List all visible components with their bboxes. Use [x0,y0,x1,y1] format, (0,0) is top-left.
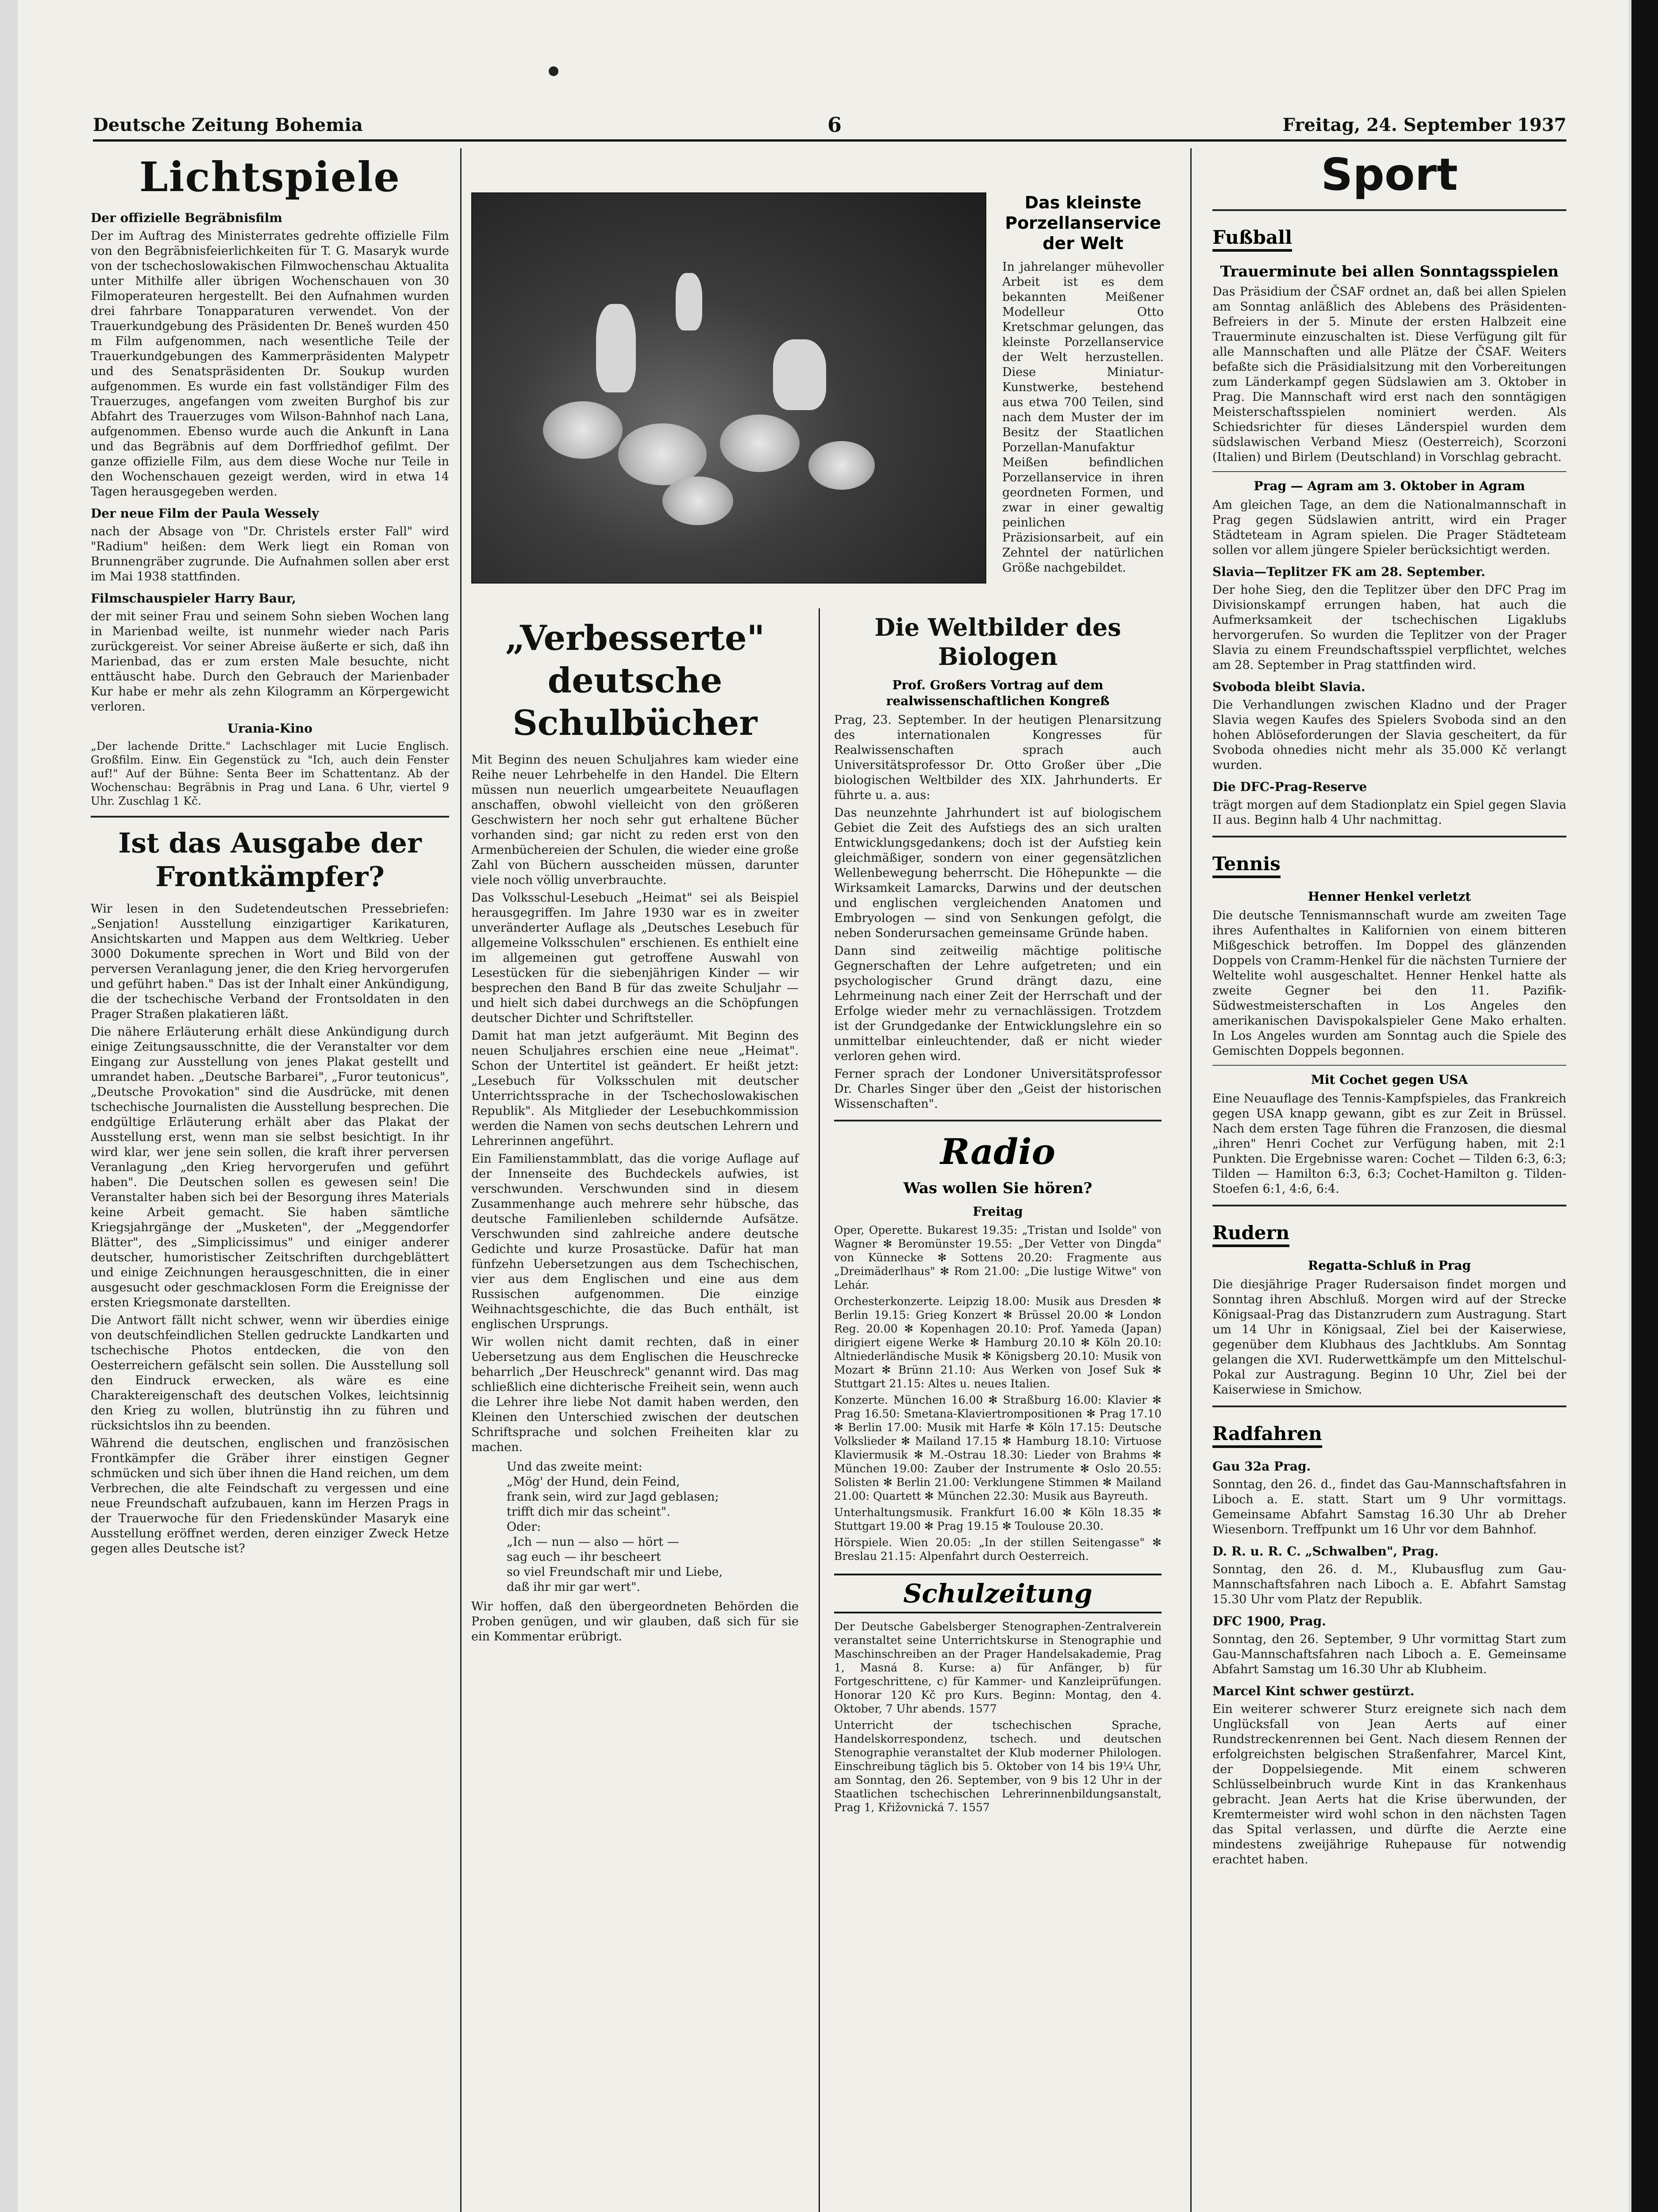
article-urania-kino [91,721,449,808]
porcelain-photo [471,192,986,584]
divider [1212,471,1566,472]
quoted-poem [471,1459,799,1595]
column-left [91,148,449,2212]
column-rule [460,148,462,2212]
radio-item: Oper, Operette. Bukarest 19.35: „Tristan und Isolde" von Wagner ✻ Beromünster 19.55: „Der Vetter von Dingda" von Künnecke ✻ Sottens 20.20: Fragmente aus „Dreimäderlhaus" ✻ Rom 21.00: „Die lustige Witwe" von Lehár. [834,1224,1162,1291]
sport-radfahren [1212,1415,1566,1867]
sport-heading: Mit Cochet gegen USA [1311,1072,1468,1087]
photo-vase [676,273,702,330]
column-middle [471,148,1164,2212]
column-rule [1190,148,1192,2212]
sport-body: Sonntag, den 26. d. M., Klubausflug zum Gau-Mannschaftsfahren nach Liboch a. E. Abfahrt Samstag 15.30 Uhr vom Platz der Republik. [1212,1563,1566,1606]
poem-line: Oder: [507,1520,541,1534]
divider [1212,836,1566,837]
sport-heading: Prag — Agram am 3. Oktober in Agram [1254,479,1525,493]
article-paragraph: Das neunzehnte Jahrhundert ist auf biologischem Gebiet die Zeit des Aufstiegs des an sich uralten Entwicklungsgedankens; doch ist der Aufstieg kein gleichmäßiger, sondern von einer gegensätzlichen Wellenbewegung beherrscht. Die Höhepunkte — die Wirksamkeit Lamarcks, Darwins und der deutschen und englischen vergleichenden Anatomen und Embryologen — sind von Senkungen gefolgt, die neben Sonderursachen gemeinsame Gründe haben. [834,806,1162,940]
divider [1212,209,1566,211]
article-paragraph: Wir hoffen, daß den übergeordneten Behörden die Proben genügen, und wir glauben, daß sich für sie ein Kommentar erübrigt. [471,1600,799,1644]
sport-section-label: Fußball [1212,226,1292,252]
caption-title: Das kleinste Porzellanservice der Welt [1005,193,1161,253]
feature-title: Ist das Ausgabe der Frontkämpfer? [118,827,422,893]
article-subtitle: Prof. Großers Vortrag auf dem realwissenschaftlichen Kongreß [886,678,1110,708]
photo-plate [662,476,733,525]
sport-heading: DFC 1900, Prag. [1212,1614,1326,1628]
photo-plate [618,423,707,485]
poem-line: trifft dich mir das scheint". [507,1505,670,1519]
sport-body: Der hohe Sieg, den die Teplitzer über den DFC Prag im Divisionskampf errungen haben, hat auch die Aufmerksamkeit der tschechischen Ligaklubs hervorgerufen. So wurden die Teplitzer von der Prager Slavia zu einem Freundschaftsspiel verpflichtet, welches am 28. September in Prag stattfinden wird. [1212,583,1566,672]
article-heading: Der neue Film der Paula Wessely [91,506,319,521]
article-body: der mit seiner Frau und seinem Sohn sieben Wochen lang in Marienbad weilte, ist nunmehr wieder nach Paris zurückgereist. Vor seiner Abreise äußerte er sich, daß ihn Marienbad, das er zum ersten Male besuchte, nicht enttäuscht habe. Durch den Gebrauch der Marienbader Kur habe er mehr als zehn Kilogramm an Körpergewicht verloren. [91,610,449,714]
article-paragraph: Damit hat man jetzt aufgeräumt. Mit Beginn des neuen Schuljahres erschien eine neue „Heimat". Schon der Untertitel ist geändert. Er heißt jetzt: „Lesebuch für Volksschulen mit deutscher Unterrichtssprache in der Tschechoslowakischen Republik". Als Mitglieder der Lesebuchkommission werden die Namen von sechs deutschen Lehrern und Lehrerinnen angeführt. [471,1029,799,1148]
scan-edge [1631,0,1658,2212]
sport-body: Die diesjährige Prager Rudersaison findet morgen und Sonntag ihren Abschluß. Morgen wird auf der Strecke Königsaal-Prag das Distanzrudern zum Austragung. Start um 14 Uhr in Königsaal, Ziel bei der Kaiserwiese, gegenüber dem Klubhaus des Jachtklubs. Am Sonntag gelangen die XVI. Ruderwettkämpfe um den Mittelschul-Pokal zur Austragung. Beginn 10 Uhr, Ziel bei der Kaiserwiese in Smichow. [1212,1278,1566,1397]
sport-heading: Henner Henkel verletzt [1308,889,1471,904]
divider [91,816,449,818]
caption-body: In jahrelanger mühevoller Arbeit ist es dem bekannten Meißener Modelleur Otto Kretschmar gelungen, das kleinste Porzellanservice der Welt herzustellen. Diese Miniatur-Kunstwerke, bestehend aus etwa 700 Teilen, sind nach dem Muster der im Besitz der Staatlichen Porzellan-Manufaktur Meißen befindlichen Porzellanservice in ihren geordneten Formen, und zwar in einer gewaltig peinlichen Präzisionsarbeit, auf ein Zehntel der natürlichen Größe nachgebildet. [1002,260,1164,575]
radio-item: Konzerte. München 16.00 ✻ Straßburg 16.00: Klavier ✻ Prag 16.50: Smetana-Klaviertrompositionen ✻ Prag 17.10 ✻ Berlin 17.00: Musik mit Harfe ✻ Köln 17.15: Deutsche Volkslieder ✻ Mailand 17.15 ✻ Hamburg 18.10: Virtuose Klaviermusik ✻ M.-Ostrau 18.30: Lieder von Brahms ✻ München 19.00: Zauber der Instrumente ✻ Oslo 20.55: Solisten ✻ Berlin 21.00: Verklungene Stimmen ✻ Mailand 21.00: Quartett ✻ München 22.30: Musik aus Bayreuth. [834,1394,1162,1502]
article-heading: Filmschauspieler Harry Baur, [91,591,296,606]
sport-tennis [1212,845,1566,1197]
sport-body: Sonntag, den 26. d., findet das Gau-Mannschaftsfahren in Liboch a. E. statt. Start um 9 Uhr vormittags. Gemeinsame Abfahrt Samstag 16.30 Uhr ab Dreher Wiesenborn. Treffpunkt um 16 Uhr vor dem Bahnhof. [1212,1478,1566,1536]
poem-line: „Ich — nun — also — hört — [507,1535,679,1549]
sport-heading: Slavia—Teplitzer FK am 28. September. [1212,565,1485,579]
radio-question: Was wollen Sie hören? [903,1179,1093,1197]
sport-body: Das Präsidium der ČSAF ordnet an, daß bei allen Spielen am Sonntag anläßlich des Ablebens des Präsidenten-Befreiers in der 5. Minute der ersten Halbzeit eine Trauerminute einzuschalten ist. Diese Verfügung gilt für alle Mannschaften und alle Plätze der ČSAF. Weiters befaßte sich die Präsidialsitzung mit den Vorbereitungen zum Länderkampf gegen Südslawien am 3. Oktober in Prag. Die Mannschaft wird erst nach den sonntägigen Meisterschaftsspielen nominiert werden. Als Schiedsrichter für dieses Länderspiel wurden dem südslawischen Verband Miesz (Oesterreich), Scorzoni (Italien) und Birlem (Deutschland) in Vorschlag gebracht. [1212,285,1566,464]
photo-caption [1002,192,1164,578]
photo-vase [773,339,826,410]
photo-plate [808,441,875,490]
sport-section-label: Tennis [1212,853,1281,878]
sport-heading: Svoboda bleibt Slavia. [1212,680,1366,694]
schulzeitung-title: Schulzeitung [834,1574,1162,1613]
poem-line: daß ihr mir gar wert". [507,1580,640,1594]
article-wessely [91,506,449,584]
poem-line: so viel Freundschaft mir und Liebe, [507,1565,723,1579]
sport-body: Die deutsche Tennismannschaft wurde am zweiten Tage ihres Aufenthaltes in Kalifornien von einem bitteren Mißgeschick betroffen. Im Doppel des glänzenden Doppels von Cramm-Henkel für die nächsten Turniere der Weltelite wohl ausgeschaltet. Henner Henkel hatte als zweite Gegner bei den 11. Pazifik-Südwestmeisterschaften in Los Angeles den amerikanischen Davispokalspieler Gene Mako erhalten. In Los Angeles wurden am Sonntag auch die Spiele des Gemischten Doppels begonnen. [1212,909,1566,1058]
feature-paragraph: Die Antwort fällt nicht schwer, wenn wir überdies einige von deutschfeindlichen Stellen gedruckte Landkarten und tschechische Photos entdecken, die von den Oesterreichern gefälscht sein sollen. Die Ausstellung soll den Eindruck erwecken, als wäre es eine Charaktereigenschaft des deutschen Volkes, leichtsinnig den Krieg zu wollen, blutrünstig ihn zu führen und rücksichtslos ihn zu beenden. [91,1313,449,1432]
article-body: Der im Auftrag des Ministerrates gedrehte offizielle Film von den Begräbnisfeierlichkeiten für T. G. Masaryk wurde von der tschechoslowakischen Filmwochenschau Aktualita unter Mithilfe aller übrigen Wochenschauen von 30 Filmoperateuren hergestellt. Bei den Aufnahmen wurden drei fahrbare Tonapparaturen verwendet. Von der Trauerkundgebung des Präsidenten Dr. Beneš wurden 450 m Film aufgenommen, nach wesentliche Teile der Trauerkundgebungen des Kammerpräsidenten Malypetr und des Senatspräsidenten Dr. Soukup wurden aufgenommen. Es wurde ein fast vollständiger Film des Trauerzuges, angefangen vom zweiten Burghof bis zur Abfahrt des Trauerzuges vom Wilson-Bahnhof nach Lana, aufgenommen. Ebenso wurde auch die Ankunft in Lana und das Begräbnis auf dem Dorffriedhof gefilmt. Der ganze offizielle Film, aus dem diese Woche nur Teile in den Wochenschauen gezeigt werden, wird in etwa 14 Tagen herausgegeben werden. [91,229,449,499]
article-heading: Urania-Kino [227,721,313,736]
poem-line: frank sein, wird zur Jagd geblasen; [507,1490,719,1504]
sport-body: Die Verhandlungen zwischen Kladno und der Prager Slavia wegen Kaufes des Spielers Svoboda sind an den hohen Ablöseforderungen der Slavia gescheitert, da für Svoboda ohnedies nicht mehr als 35.000 Kč verlangt wurden. [1212,698,1566,772]
photo-plate [543,401,623,459]
article-begraebnisfilm [91,210,449,499]
column-rule [819,608,820,2212]
article-title: Die Weltbilder des Biologen [874,613,1121,671]
sport-fussball [1212,219,1566,828]
poem-line: Und das zweite meint: [507,1460,642,1474]
schulzeitung-item: Der Deutsche Gabelsberger Stenographen-Zentralverein veranstaltet seine Unterrichtskurse in Stenographie und Maschinschreiben an der Prager Handelsakademie, Prag 1, Masná 8. Kurse: a) für Anfänger, b) für Fortgeschrittene, c) für Kammer- und Kanzleiprüfungen. Honorar 120 Kč pro Kurs. Beginn: Montag, den 4. Oktober, 7 Uhr abends. 1577 [834,1620,1162,1715]
photo-plate [720,415,800,472]
divider [1212,1205,1566,1206]
divider [1212,1065,1566,1066]
sport-heading: Marcel Kint schwer gestürzt. [1212,1684,1415,1698]
feature-paragraph: Die nähere Erläuterung erhält diese Ankündigung durch einige Zeitungsausschnitte, die der Veranstalter vor dem Eingang zur Ausstellung von jenes Plakat gestellt und umrandet haben. „Deutsche Barbarei", „Furor teutonicus", „Deutsche Provokation" sind die Ausdrücke, mit denen tschechische Journalisten die Ausstellung besprechen. Die endgültige Erläuterung erhält aber das Plakat der Ausstellung erst, wenn man sie selbst besichtigt. In ihr wird klar, wer jene sein sollen, die kraft ihrer perversen Veranlagung „den Krieg hervorgerufen und geführt haben". Die Deutschen sollen es gewesen sein! Die Veranstalter haben sich bei der Besorgung ihres Materials keine Arbeit gemacht. Sie haben sämtliche Kriegsjahrgänge der „Musketen", der „Meggendorfer Blätter", des „Simplicissimus" und einiger anderer deutscher, humoristischer Zeitschriften durchgeblättert und einige Zeichnungen herausgeschnitten, die in einer ausgesucht oder geschmacklosen Form die Ereignisse der ersten Kriegsmonate darstellten. [91,1025,449,1310]
divider [834,1120,1162,1121]
radio-day: Freitag [973,1204,1023,1219]
article-schulbuecher [471,608,799,1647]
radio-item: Unterhaltungsmusik. Frankfurt 16.00 ✻ Köln 18.35 ✻ Stuttgart 19.00 ✻ Prag 19.15 ✻ Toulouse 20.30. [834,1506,1162,1532]
feature-paragraph: Wir lesen in den Sudetendeutschen Pressebriefen: „Senjation! Ausstellung einzigartiger Karikaturen, Ansichtskarten und Mappen aus dem Weltkrieg. Ueber 3000 Dokumente sprechen in Wort und Bild von der perversen Veranlagung jener, die den Krieg hervorgerufen und geführt haben." Das ist der Inhalt einer Ankündigung, die der tschechische Verband der Frontsoldaten in den Prager Straßen plakatieren läßt. [91,902,449,1021]
masthead-page-number: 6 [827,113,842,137]
article-weltbilder [834,608,1162,1817]
radio-item: Orchesterkonzerte. Leipzig 18.00: Musik aus Dresden ✻ Berlin 19.15: Grieg Konzert ✻ Brüssel 20.00 ✻ London Reg. 20.00 ✻ Kopenhagen 20.10: Prof. Yameda (Japan) dirigiert eigene Werke ✻ Hamburg 20.10 ✻ Köln 20.10: Altniederländische Musik ✻ Königsberg 20.10: Musik von Mozart ✻ Brünn 21.10: Aus Werken von Josef Suk ✻ Stuttgart 21.15: Altes u. neues Italien. [834,1295,1162,1390]
article-harry-baur [91,591,449,714]
divider [1212,1406,1566,1407]
article-title: „Verbesserte" deutsche Schulbücher [505,618,765,743]
radio-title: Radio [940,1131,1055,1172]
sport-heading: Regatta-Schluß in Prag [1308,1258,1471,1273]
sport-section-label: Radfahren [1212,1422,1322,1448]
article-body: nach der Absage von "Dr. Christels erster Fall" wird "Radium" heißen: dem Werk liegt ein Roman von Brunnengräber zugrunde. Die Aufnahmen sollen aber erst im Mai 1938 stattfinden. [91,525,449,584]
article-paragraph: Wir wollen nicht damit rechten, daß in einer Uebersetzung aus dem Englischen die Heuschrecke beharrlich „Der Heuschreck" genannt wird. Das mag schließlich eine dichterische Freiheit sein, wenn auch die Lehrer ihre liebe Not damit haben werden, den Kleinen den Unterschied zwischen der deutschen Schriftsprache und solchen Freiheiten klar zu machen. [471,1335,799,1454]
sport-heading: D. R. u. R. C. „Schwalben", Prag. [1212,1544,1439,1559]
sport-body: Ein weiterer schwerer Sturz ereignete sich nach dem Unglücksfall von Jean Aerts auf einer Rundstreckenrennen bei Gent. Nach diesem Rennen der erfolgreichsten belgischen Straßenfahrer, Marcel Kint, der Doppelsiegende. Mit einem schweren Schlüsselbeinbruch wurde Kint in das Krankenhaus gebracht. Jean Aerts hat die Krise überwunden, der Kremtermeister wird wohl schon in den nächsten Tagen das Spital verlassen, und dürfte die Aerzte eine mindestens zweijährige Ruhepause für notwendig erachtet haben. [1212,1702,1566,1866]
radio-item: Hörspiele. Wien 20.05: „In der stillen Seitengasse" ✻ Breslau 21.15: Alpenfahrt durch Oesterreich. [834,1536,1162,1563]
sport-body: Sonntag, den 26. September, 9 Uhr vormittag Start zum Gau-Mannschaftsfahren nach Liboch a. E. Gemeinsame Abfahrt Samstag um 16.30 Uhr ab Klubheim. [1212,1632,1566,1676]
ink-spot [549,66,558,76]
schulzeitung-item: Unterricht der tschechischen Sprache, Handelskorrespondenz, tschech. und deutschen Stenographie veranstaltet der Klub moderner Philologen. Einschreibung täglich bis 5. Oktober von 14 bis 19¼ Uhr, am Sonntag, den 26. September, von 9 bis 12 Uhr in der Staatlichen tschechischen Lehrerinnenbildungsanstalt, Prag 1, Křižovnická 7. 1557 [834,1719,1162,1814]
sport-section-label: Rudern [1212,1221,1289,1247]
feature-paragraph: Während die deutschen, englischen und französischen Frontkämpfer die Gräber ihrer einstigen Gegner schmücken und sich über ihnen die Hand reichen, um dem Verbrechen, die alte Feindschaft zu vergessen und eine neue Freundschaft aufzubauen, kann im Herzen Prags in der Trauerwoche für den Friedenskünder Masaryk eine Ausstellung eröffnet werden, deren einziger Zweck Hetze gegen alles Deutsche ist? [91,1436,449,1555]
article-paragraph: Das Volksschul-Lesebuch „Heimat" sei als Beispiel herausgegriffen. Im Jahre 1930 war es in zweiter unveränderter Auflage als „Deutsches Lesebuch für allgemeine Volksschulen" erschienen. Es enthielt eine im allgemeinen gut getroffene Auswahl von Lesestücken für die siebenjährigen Kinder — wir besprechen den Band B für das zweite Schuljahr — und hielt sich dabei durchwegs an die Schöpfungen deutscher Dichter und Schriftsteller. [471,891,799,1025]
article-paragraph: Ferner sprach der Londoner Universitätsprofessor Dr. Charles Singer über den „Geist der historischen Wissenschaften". [834,1067,1162,1111]
section-title-sport: Sport [1321,149,1458,200]
article-body: „Der lachende Dritte." Lachschlager mit Lucie Englisch. Großfilm. Einw. Ein Gegenstück zu "Ich, auch dein Fenster auf!" Auf der Bühne: Senta Beer im Schattentanz. Ab der Wochenschau: Begräbnis in Prag und Lana. 6 Uhr, viertel 9 Uhr. Zuschlag 1 Kč. [91,740,449,807]
sport-heading: Trauerminute bei allen Sonntagsspielen [1220,263,1559,280]
article-paragraph: Dann sind zeitweilig mächtige politische Gegnerschaften der Lehre aufgetreten; und ein psychologischer Grund drängt dazu, eine Lehrmeinung nach einer Zeit der Herrschaft und der Erfolge wieder mehr zu vernachlässigen. Trotzdem ist der Grundgedanke der Entwicklungslehre ein so unmittelbar einleuchtender, daß er nicht wieder verloren gehen wird. [834,944,1162,1063]
sport-heading: Gau 32a Prag. [1212,1459,1311,1474]
sport-body: Am gleichen Tage, an dem die Nationalmannschaft in Prag gegen Südslawien antritt, wird ein Prager Städteteam in Agram spielen. Die Prager Städteteam sollen vor allem jüngere Spieler berücksichtigt werden. [1212,498,1566,557]
sport-body: trägt morgen auf dem Stadionplatz ein Spiel gegen Slavia II aus. Beginn halb 4 Uhr nachmittag. [1212,798,1566,827]
masthead-date: Freitag, 24. September 1937 [1282,115,1566,135]
article-paragraph: Mit Beginn des neuen Schuljahres kam wieder eine Reihe neuer Lehrbehelfe in den Handel. Die Eltern müssen nun neuerlich umgearbeitete Neuauflagen anschaffen, obwohl vielleicht von den größeren Geschwistern her noch sehr gut erhaltene Bücher vorhanden sind; gar nicht zu reden erst von den Armenbüchereien der Schulen, die wieder eine große Zahl von Büchern ausscheiden müssen, darunter viele noch völlig unverbrauchte. [471,753,799,887]
sport-rudern [1212,1214,1566,1398]
article-heading: Der offizielle Begräbnisfilm [91,211,282,225]
newspaper-page [18,0,1628,2212]
photo-vase [596,304,636,392]
masthead [93,113,1566,142]
poem-line: „Mög' der Hund, dein Feind, [507,1475,680,1489]
section-title-lichtspiele: Lichtspiele [139,153,401,201]
masthead-paper-name: Deutsche Zeitung Bohemia [93,115,363,135]
column-right [1212,148,1566,2212]
sport-heading: Die DFC-Prag-Reserve [1212,780,1367,794]
article-paragraph: Ein Familienstammblatt, das die vorige Auflage auf der Innenseite des Buchdeckels aufwies, ist verschwunden. Verschwunden sind in diesem Zusammenhange auch mehrere sehr hübsche, das deutsche Familienleben schildernde Aufsätze. Verschwunden sind zahlreiche andere deutsche Gedichte und kurze Prosastücke. Dafür hat man fünfzehn Uebersetzungen aus dem Tschechischen, vier aus dem Englischen und eine aus dem Russischen aufgenommen. Die einzige Weihnachtsgeschichte, die das Buch enthält, ist englischen Ursprungs. [471,1152,799,1331]
article-paragraph: Prag, 23. September. In der heutigen Plenarsitzung des internationalen Kongresses für Realwissenschaften sprach auch Universitätsprofessor Dr. Otto Großer über „Die biologischen Weltbilder des XIX. Jahrhunderts. Er führte u. a. aus: [834,713,1162,802]
poem-line: sag euch — ihr bescheert [507,1550,661,1564]
sport-body: Eine Neuauflage des Tennis-Kampfspieles, das Frankreich gegen USA knapp gewann, gibt es zur Zeit in Brüssel. Nach dem ersten Tage führen die Franzosen, die diesmal „ihren" Henri Cochet zur Verfügung haben, mit 2:1 Punkten. Die Ergebnisse waren: Cochet — Tilden 6:3, 6:3; Tilden — Hamilton 6:3, 6:3; Cochet-Hamilton g. Tilden-Stoefen 6:1, 4:6, 6:4. [1212,1092,1566,1196]
